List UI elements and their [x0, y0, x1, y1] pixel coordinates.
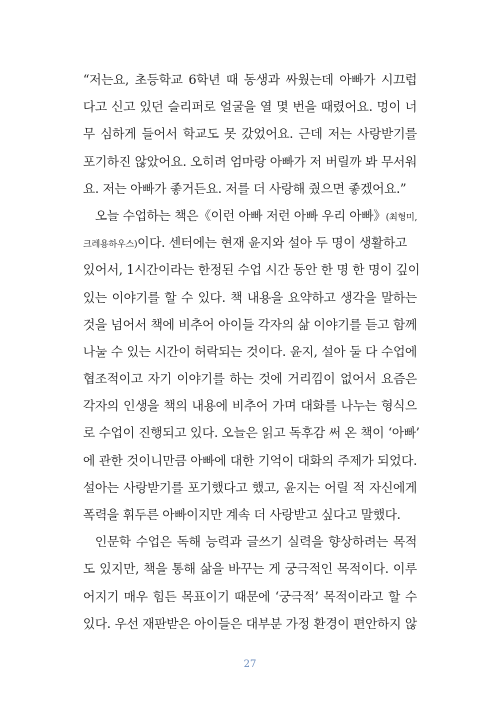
text-line-cont: 이다. 센터에는 현재 윤지와 설아 두 명이 생활하고 — [137, 235, 408, 251]
text-line: 에 관한 것이니만큼 아빠에 대한 기억이 대화의 주제가 되었다. — [83, 452, 417, 468]
body-text — [83, 66, 420, 637]
text-line: 있는 이야기를 할 수 있다. 책 내용을 요약하고 생각을 말하는 — [83, 289, 417, 305]
page-number: 27 — [243, 659, 257, 670]
book-author-note: (최형미, — [385, 212, 418, 223]
text-line: 협조적이고 자기 이야기를 하는 것에 거리낌이 없어서 요즘은 — [83, 371, 417, 387]
text-line: 도 있지만, 책을 통해 삶을 바꾸는 게 궁극적인 목적이다. 이루 — [83, 561, 417, 577]
text-line — [83, 202, 417, 229]
text-line: “저는요, 초등학교 6학년 때 동생과 싸웠는데 아빠가 시끄럽 — [83, 72, 417, 87]
text-line: 인문학 수업은 독해 능력과 글쓰기 실력을 향상하려는 목적 — [95, 534, 417, 550]
text-line: 있다. 우선 재판받은 아이들은 대부분 가정 환경이 편안하지 않 — [83, 615, 417, 631]
text-line: 폭력을 휘두른 아빠이지만 계속 더 사랑받고 싶다고 말했다. — [83, 507, 401, 522]
text-line: 포기하진 않았어요. 오히려 엄마랑 아빠가 저 버릴까 봐 무서워 — [83, 153, 417, 169]
text-line: 있어서, 1시간이라는 한정된 수업 시간 동안 한 명 한 명이 깊이 — [83, 262, 420, 278]
text-line: 설아는 사랑받기를 포기했다고 했고, 윤지는 어릴 적 자신에게 — [83, 479, 417, 495]
text-line: 각자의 인생을 책의 내용에 비추어 가며 대화를 나누는 형식으 — [83, 398, 417, 414]
text-line: 요. 저는 아빠가 좋거든요. 저를 더 사랑해 줬으면 좋겠어요.” — [83, 180, 407, 196]
text-line: 로 수업이 진행되고 있다. 오늘은 읽고 독후감 써 온 책이 ‘아빠’ — [83, 425, 420, 441]
book-title-sentence: 오늘 수업하는 책은《이런 아빠 저런 아빠 우리 아빠》 — [95, 207, 386, 223]
text-line: 것을 넘어서 책에 비추어 아이들 각자의 삶 이야기를 듣고 함께 — [83, 316, 417, 332]
text-line: 어지기 매우 힘든 목표이기 때문에 ‘궁극적’ 목적이라고 할 수 — [83, 588, 417, 604]
text-line: 무 심하게 들어서 학교도 못 갔었어요. 근데 저는 사랑받기를 — [83, 126, 417, 142]
text-line — [83, 229, 417, 256]
text-line: 나눌 수 있는 시간이 허락되는 것이다. 윤지, 설아 둘 다 수업에 — [83, 343, 417, 359]
text-line: 다고 신고 있던 슬리퍼로 얼굴을 열 몇 번을 때렸어요. 멍이 너 — [83, 99, 417, 115]
book-publisher-note: 크레용하우스) — [83, 240, 138, 251]
